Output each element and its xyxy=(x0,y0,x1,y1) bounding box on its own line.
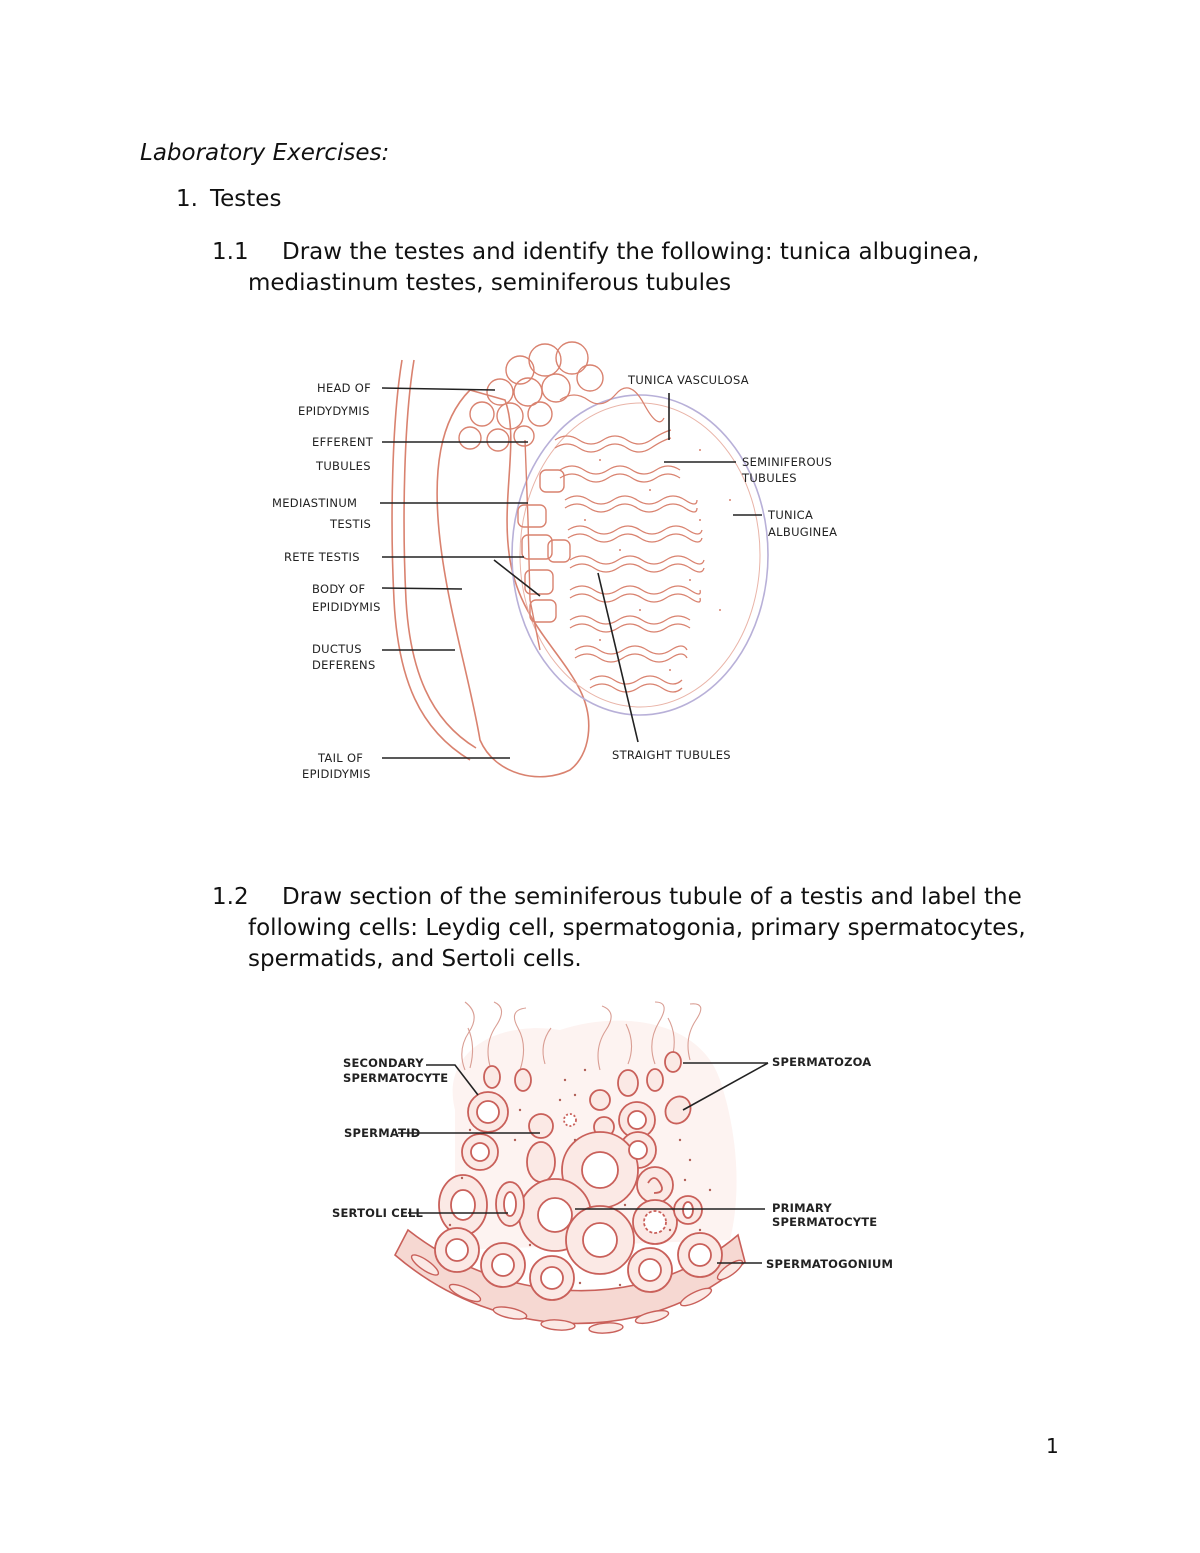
question-1-2-line3: spermatids, and Sertoli cells. xyxy=(248,946,582,972)
label-head-of-epididymis-2: EPIDYDYMIS xyxy=(298,404,370,418)
question-1-2-number: 1.2 xyxy=(212,884,249,910)
label-sertoli-cell: SERTOLI CELL xyxy=(332,1206,424,1220)
label-spermatogonium: SPERMATOGONIUM xyxy=(766,1257,894,1271)
label-ductus-deferens-1: DUCTUS xyxy=(312,642,362,656)
label-tunica-albuginea-1: TUNICA xyxy=(768,508,814,522)
label-mediastinum-testis-2: TESTIS xyxy=(330,517,372,531)
label-efferent-tubules-1: EFFERENT xyxy=(312,435,374,449)
heading: Laboratory Exercises: xyxy=(140,140,390,166)
label-spermatozoa: SPERMATOZOA xyxy=(772,1055,872,1069)
spermatozoon-head xyxy=(515,1069,531,1091)
question-1-2-line1: Draw section of the seminiferous tubule of a testis and label the xyxy=(282,884,1022,910)
question-1-1-line1: Draw the testes and identify the following: tunica albuginea, xyxy=(282,239,980,265)
label-mediastinum-testis-1: MEDIASTINUM xyxy=(272,496,358,510)
label-ductus-deferens-2: DEFERENS xyxy=(312,658,376,672)
label-tunica-vasculosa: TUNICA VASCULOSA xyxy=(628,373,749,387)
section-number: 1. xyxy=(176,186,198,212)
label-efferent-tubules-2: TUBULES xyxy=(316,459,371,473)
spermatozoon-head xyxy=(484,1066,500,1088)
label-seminiferous-tubules-2: TUBULES xyxy=(742,471,797,485)
label-body-of-epididymis-2: EPIDIDYMIS xyxy=(312,600,381,614)
question-1-1-line2: mediastinum testes, seminiferous tubules xyxy=(248,270,732,296)
label-primary-spermatocyte-2: SPERMATOCYTE xyxy=(772,1215,878,1229)
label-spermatid: SPERMATID xyxy=(344,1126,421,1140)
spermatid xyxy=(590,1090,610,1110)
label-head-of-epididymis-1: HEAD OF xyxy=(317,381,372,395)
label-secondary-spermatocyte-2: SPERMATOCYTE xyxy=(343,1071,449,1085)
label-body-of-epididymis-1: BODY OF xyxy=(312,582,366,596)
question-1-1-number: 1.1 xyxy=(212,239,249,265)
primary-spermatocyte xyxy=(637,1167,673,1203)
spermatid xyxy=(527,1142,555,1182)
section-title-text: Testes xyxy=(210,186,282,212)
label-secondary-spermatocyte-1: SECONDARY xyxy=(343,1056,424,1070)
spermatozoon-head xyxy=(647,1069,663,1091)
label-tunica-albuginea-2: ALBUGINEA xyxy=(768,525,838,539)
label-tail-of-epididymis-2: EPIDIDYMIS xyxy=(302,767,371,781)
spermatozoon-head xyxy=(618,1070,638,1096)
question-1-2-line2: following cells: Leydig cell, spermatogonia, primary spermatocytes, xyxy=(248,915,1026,941)
spermatozoon-head xyxy=(665,1052,681,1072)
page-number: 1 xyxy=(1046,1434,1059,1458)
label-straight-tubules: STRAIGHT TUBULES xyxy=(612,748,731,762)
label-seminiferous-tubules-1: SEMINIFEROUS xyxy=(742,455,833,469)
spermatid xyxy=(529,1114,553,1138)
label-tail-of-epididymis-1: TAIL OF xyxy=(318,751,364,765)
label-primary-spermatocyte-1: PRIMARY xyxy=(772,1201,832,1215)
label-rete-testis: RETE TESTIS xyxy=(284,550,360,564)
